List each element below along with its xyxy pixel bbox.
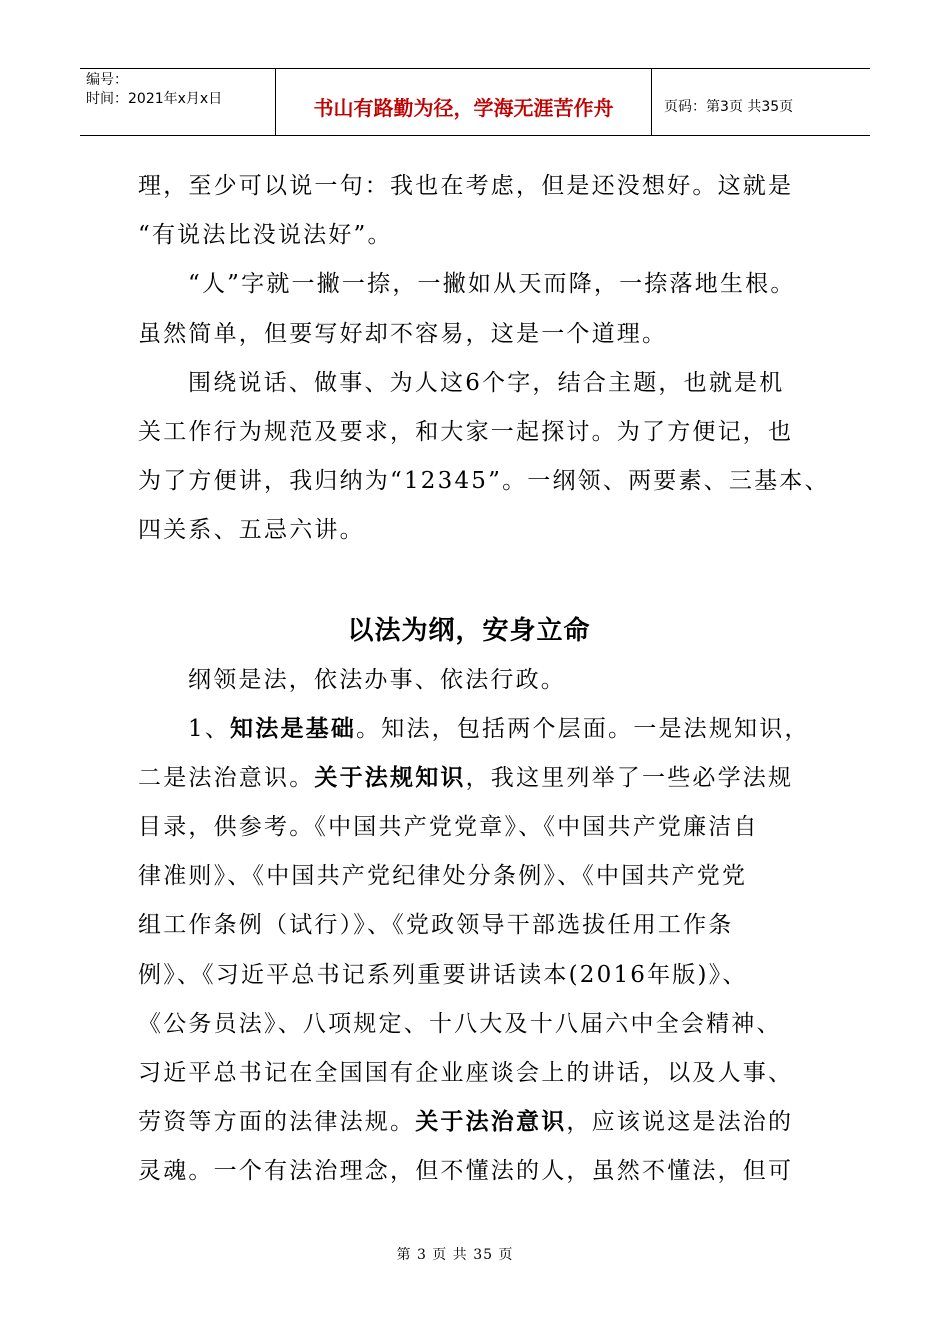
text-line: 目录，供参考。《中国共产党党章》、《中国共产党廉洁自: [138, 814, 759, 841]
text-line: “人”字就一撇一捺，一撇如从天而降，一捺落地生根。: [188, 271, 796, 298]
text-line-mixed: [138, 1098, 818, 1147]
item-number: 1、: [188, 715, 231, 742]
text-line: 习近平总书记在全国国有企业座谈会上的讲话，以及人事、: [138, 1060, 794, 1086]
text-run: ，应该说这是法治的: [566, 1109, 794, 1136]
number-label: 编号：: [86, 72, 128, 88]
text-line: 四关系、五忌六讲。: [138, 517, 365, 544]
header-table: [80, 68, 870, 136]
text-line-mixed: [138, 754, 818, 803]
header-motto: 书山有路勤为径，学海无涯苦作舟: [276, 69, 652, 135]
text-line: 关工作行为规范及要求，和大家一起探讨。为了方便记，也: [138, 418, 794, 445]
bold-phrase: 知法是基础: [230, 715, 357, 742]
section-heading: 以法为纲，安身立命: [347, 615, 591, 646]
header-meta: [80, 69, 276, 135]
paragraph-gap: [138, 556, 818, 606]
text-line: 灵魂。一个有法治理念，但不懂法的人，虽然不懂法，但可: [138, 1158, 794, 1185]
bold-phrase: 关于法治意识: [415, 1109, 567, 1136]
text-line: 组工作条例（试行）》、《党政领导干部选拔任用工作条: [138, 912, 734, 939]
document-body: [138, 162, 830, 1197]
text-line: 为了方便讲，我归纳为“12345”。一纲领、两要素、三基本、: [138, 468, 830, 495]
text-line: 虽然简单，但要写好却不容易，这是一个道理。: [138, 320, 668, 347]
text-line: “有说法比没说法好”。: [138, 222, 393, 249]
text-line: 围绕说话、做事、为人这6个字，结合主题，也就是机: [188, 369, 785, 396]
page-footer: 第 3 页 共 35 页: [396, 1247, 514, 1263]
text-line: 《公务员法》、八项规定、十八大及十八届六中全会精神、: [138, 1010, 782, 1037]
text-line: 理，至少可以说一句：我也在考虑，但是还没想好。这就是: [138, 173, 794, 199]
bold-phrase: 关于法规知识: [314, 764, 466, 791]
text-run: ，我这里列举了一些必学法规: [465, 764, 794, 791]
text-line: 律准则》、《中国共产党纪律处分条例》、《中国共产党党: [138, 863, 748, 890]
text-run: 。知法，包括两个层面。一是法规知识，: [356, 715, 810, 742]
header-page-info: 页码：第3页 共35页: [664, 99, 794, 115]
text-run: 劳资等方面的法律法规。: [138, 1109, 416, 1136]
text-run: 二是法治意识。: [138, 764, 315, 791]
text-line: 纲领是法，依法办事、依法行政。: [188, 666, 566, 693]
text-line-mixed: [138, 705, 818, 754]
text-line: 例》、《习近平总书记系列重要讲话读本(2016年版)》、: [138, 961, 748, 988]
time-label: 时间：2021年x月x日: [86, 91, 223, 107]
